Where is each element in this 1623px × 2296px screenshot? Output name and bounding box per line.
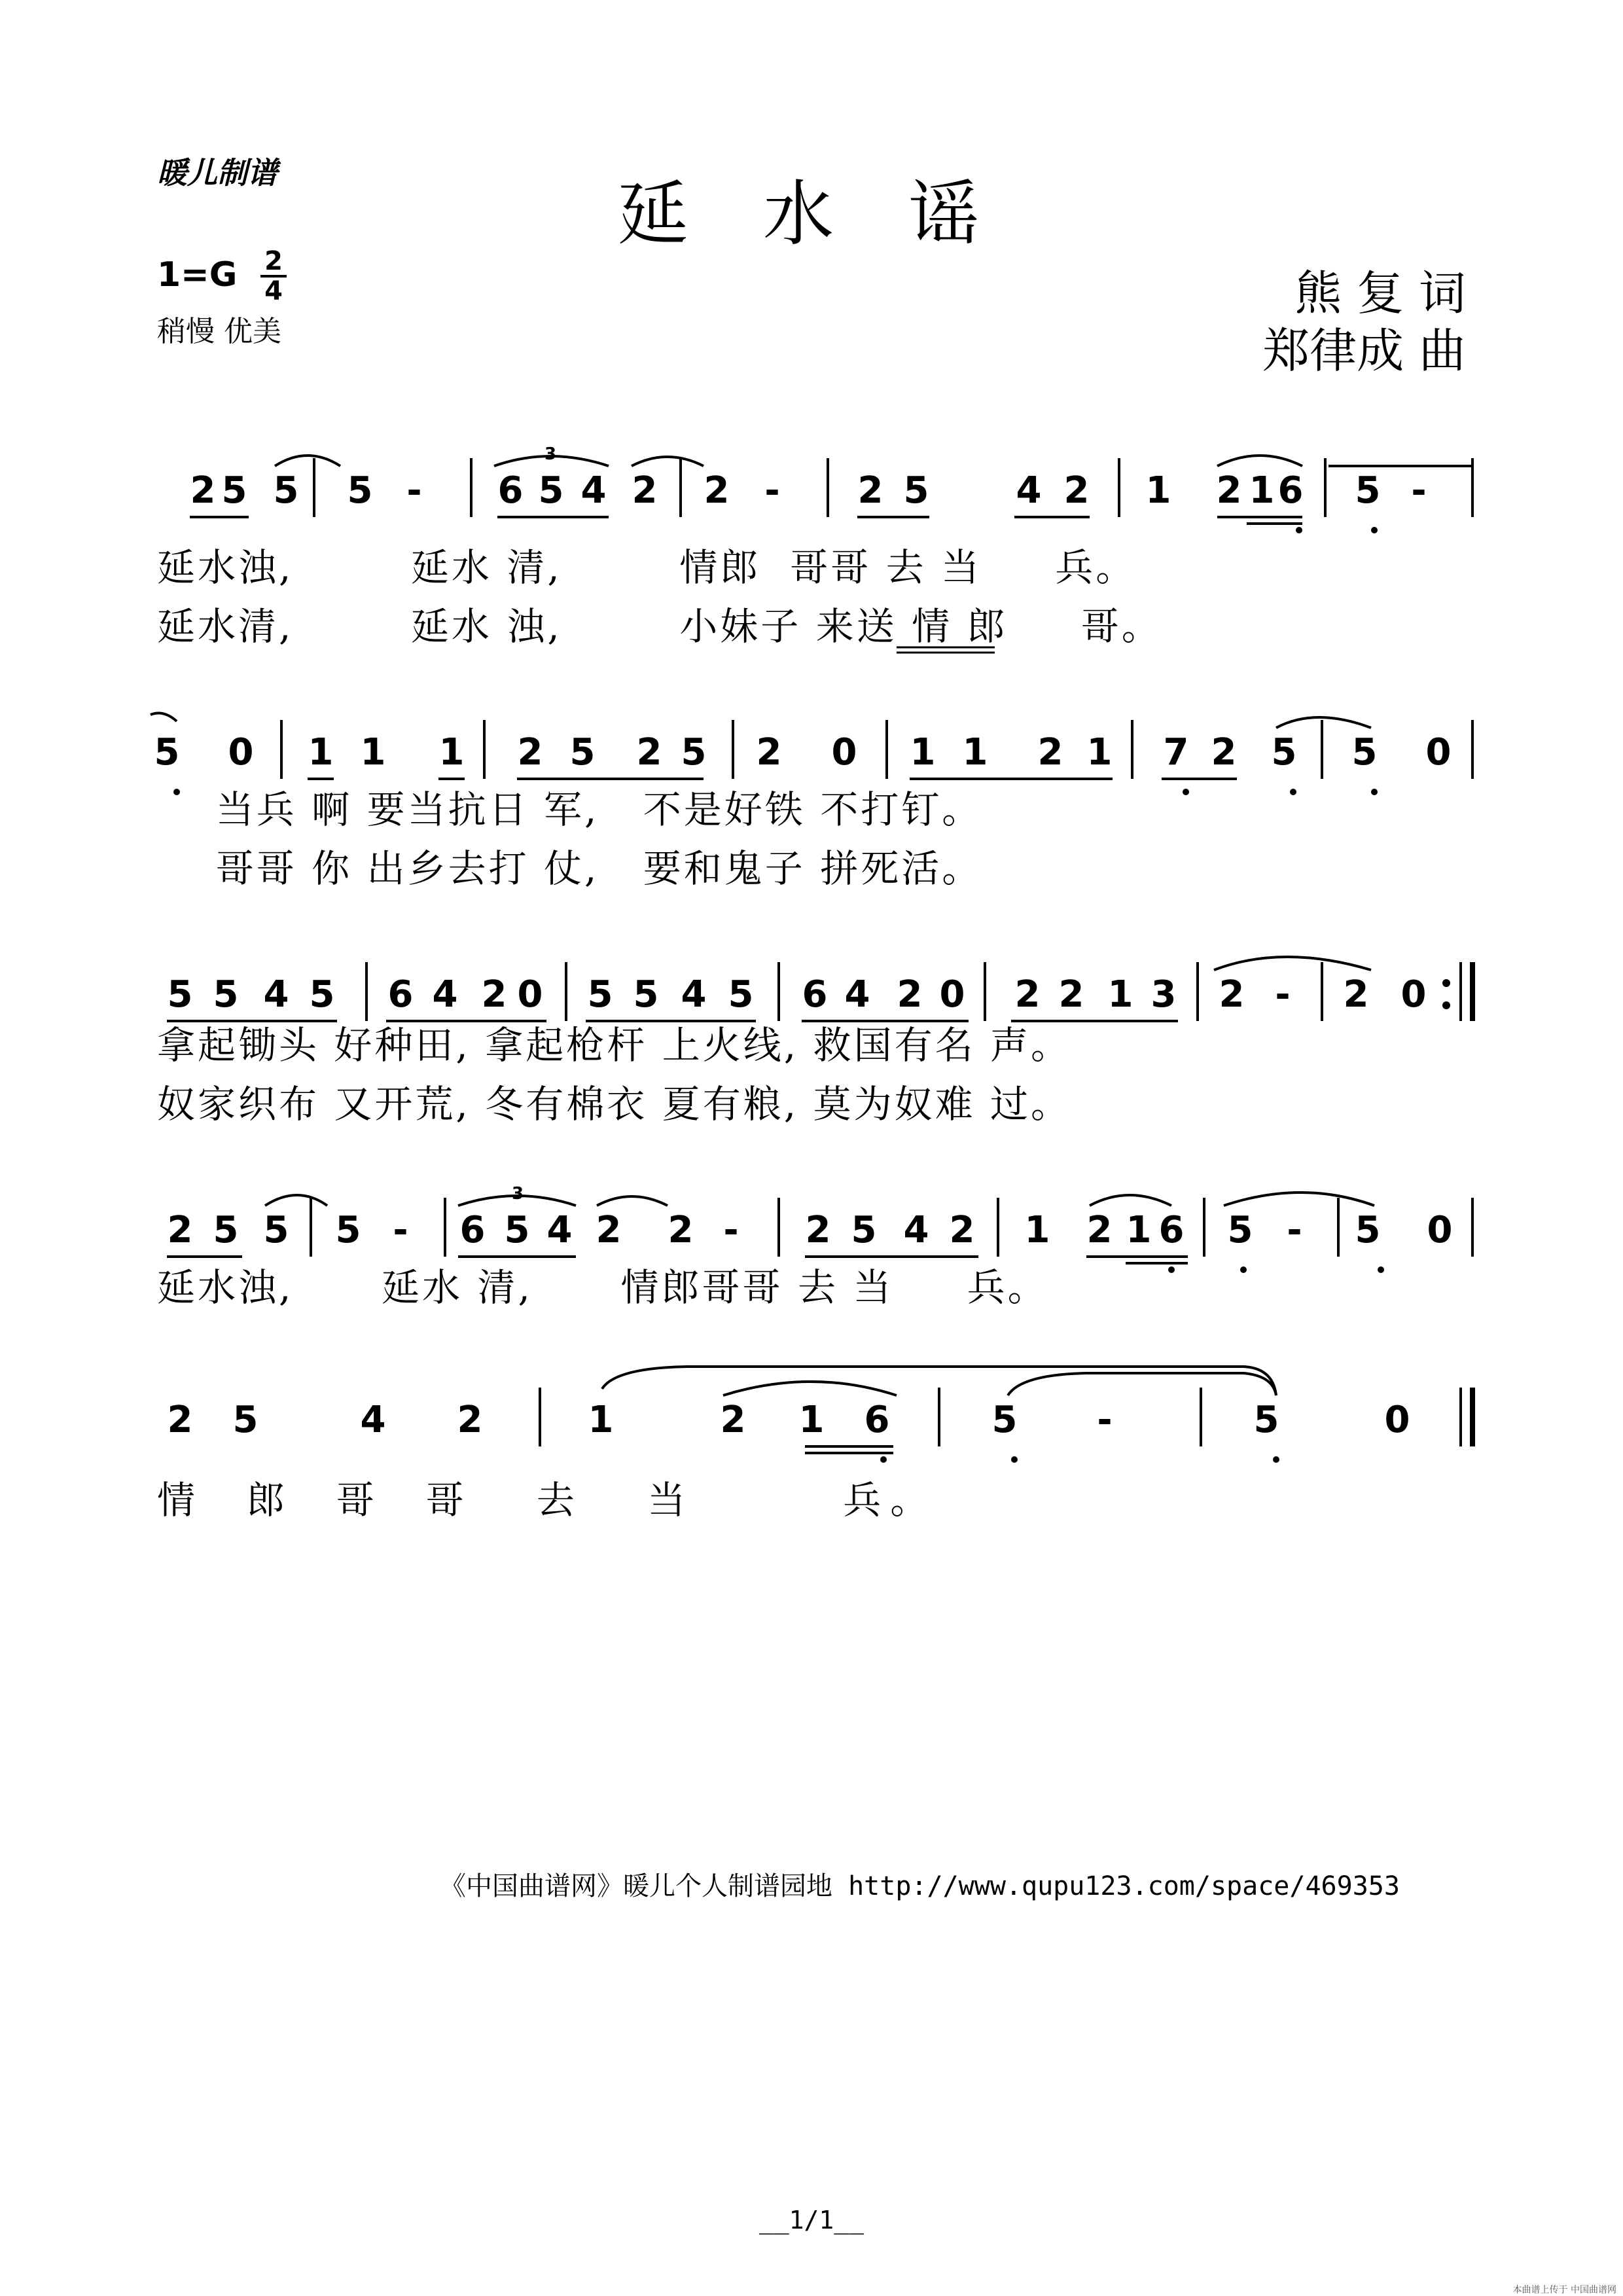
note-digit: 1 [1086, 731, 1113, 774]
note-digit: 5 [538, 469, 564, 512]
lyrics-system-5-verse-1: 情 郎 哥 哥 去 当 兵。 [157, 1478, 938, 1522]
lyrics-system-4-verse-1: 延水浊, 延水 清, 情郎哥哥 去 当 兵。 [157, 1265, 1048, 1310]
note-digit: - [1275, 973, 1291, 1016]
note-digit: 2 [1211, 731, 1237, 774]
note-digit: - [723, 1209, 739, 1251]
low-octave-dot [1168, 1266, 1175, 1273]
note-digit: 5 [1355, 469, 1381, 512]
note-digit: 4 [580, 469, 607, 512]
repeat-dot [1442, 1001, 1450, 1009]
slur-mark [1217, 456, 1302, 466]
note-digit: 5 [1227, 1209, 1253, 1251]
note-digit: 3 [1150, 973, 1177, 1016]
note-digit: - [1097, 1399, 1113, 1441]
note-digit: 5 [1271, 731, 1297, 774]
note-digit: 2 [517, 731, 543, 774]
note-digit: 5 [991, 1399, 1018, 1441]
note-digit: 5 [309, 973, 335, 1016]
note-digit: 2 [857, 469, 883, 512]
note-digit: 6 [1277, 469, 1304, 512]
note-digit: 0 [939, 973, 965, 1016]
low-octave-dot [1296, 527, 1302, 533]
note-digit: 6 [802, 973, 828, 1016]
notation-system-1 [0, 432, 1623, 537]
tie-mark [1276, 717, 1371, 728]
lyric-underline [897, 645, 995, 658]
note-digit: 0 [1384, 1399, 1410, 1441]
tempo-marking: 稍慢 优美 [157, 315, 281, 348]
lyrics-system-1-verse-1: 延水浊, 延水 清, 情郎 哥哥 去 当 兵。 [157, 545, 1137, 590]
note-digit: 5 [633, 973, 659, 1016]
note-digit: 2 [190, 469, 216, 512]
note-digit: 5 [1351, 731, 1378, 774]
tie-mark [1214, 957, 1371, 970]
note-digit: 5 [335, 1209, 361, 1251]
low-octave-dot [880, 1456, 887, 1463]
system-2-notes [154, 731, 1452, 774]
note-digit: 0 [228, 731, 254, 774]
note-digit: 5 [569, 731, 596, 774]
tie-mark [265, 1195, 327, 1206]
note-digit: 2 [457, 1399, 483, 1441]
low-octave-dot [1011, 1456, 1018, 1463]
note-digit: 2 [1014, 973, 1041, 1016]
note-digit: 2 [1063, 469, 1090, 512]
note-digit: 7 [1163, 731, 1189, 774]
note-digit: 2 [720, 1399, 746, 1441]
page-number: __1/1__ [758, 2206, 865, 2234]
note-digit: 2 [1037, 731, 1063, 774]
note-digit: 1 [1024, 1209, 1050, 1251]
note-digit: 2 [636, 731, 662, 774]
note-digit: 2 [632, 469, 658, 512]
note-digit: - [393, 1209, 408, 1251]
note-digit: 6 [864, 1399, 890, 1441]
note-digit: 1 [962, 731, 988, 774]
system-5-notes [168, 1399, 1410, 1441]
note-digit: 6 [387, 973, 414, 1016]
triplet-number: 3 [544, 444, 557, 464]
note-digit: - [1287, 1209, 1302, 1251]
note-digit: 0 [1427, 1209, 1453, 1251]
song-title: 延 水 谣 [617, 173, 1006, 255]
note-digit: 5 [903, 469, 929, 512]
note-digit: 5 [1253, 1399, 1279, 1441]
note-digit: 5 [232, 1399, 259, 1441]
footer-source-link[interactable]: 《中国曲谱网》暖儿个人制谱园地 http://www.qupu123.com/space/469353 [440, 1871, 1400, 1901]
note-digit: 2 [1343, 973, 1369, 1016]
note-digit: 5 [347, 469, 373, 512]
note-digit: 2 [805, 1209, 831, 1251]
tie-mark [151, 713, 177, 721]
time-signature [260, 246, 287, 306]
note-digit: 1 [798, 1399, 825, 1441]
note-digit: 5 [167, 973, 193, 1016]
note-digit: 1 [1145, 469, 1171, 512]
note-digit: 2 [704, 469, 730, 512]
tie-mark [1224, 1193, 1374, 1206]
time-signature-bottom: 4 [264, 276, 283, 306]
lyrics-system-1-verse-2: 延水清, 延水 浊, 小妹子 来送 情 郎 哥。 [157, 604, 1162, 649]
note-digit: 1 [588, 1399, 614, 1441]
low-octave-dot [1371, 527, 1378, 533]
lyricist-credit: 熊 复 词 [1294, 266, 1466, 321]
note-digit: 2 [167, 1399, 193, 1441]
tie-mark [275, 456, 340, 466]
note-digit: 5 [154, 731, 180, 774]
low-octave-dot [1273, 1456, 1279, 1463]
notation-system-5 [0, 1361, 1623, 1466]
note-digit: 5 [221, 469, 247, 512]
note-digit: 0 [831, 731, 857, 774]
note-digit: 4 [360, 1399, 386, 1441]
arranger-credit: 暖儿制谱 [157, 155, 277, 190]
note-digit: - [1411, 469, 1427, 512]
note-digit: 4 [432, 973, 458, 1016]
tie-mark [1008, 1373, 1276, 1395]
system-3-notes [168, 973, 1427, 1016]
note-digit: - [764, 469, 780, 512]
repeat-dot [1442, 979, 1450, 987]
note-digit: 1 [360, 731, 386, 774]
note-digit: 5 [851, 1209, 877, 1251]
note-digit: 2 [481, 973, 507, 1016]
note-digit: 5 [263, 1209, 289, 1251]
note-digit: 1 [1249, 469, 1275, 512]
low-octave-dot [1290, 789, 1296, 795]
low-octave-dot [1183, 789, 1189, 795]
note-digit: 6 [1158, 1209, 1185, 1251]
lyrics-system-3-verse-1: 拿起锄头 好种田, 拿起枪杆 上火线, 救国有名 声。 [157, 1023, 1072, 1067]
note-digit: 2 [1216, 469, 1242, 512]
note-digit: 5 [273, 469, 299, 512]
system-4-notes [168, 1209, 1453, 1251]
low-octave-dot [1378, 1266, 1384, 1273]
note-digit: 5 [1355, 1209, 1381, 1251]
note-digit: - [406, 469, 422, 512]
note-digit: 5 [728, 973, 754, 1016]
note-digit: 5 [213, 973, 239, 1016]
note-digit: 0 [517, 973, 543, 1016]
note-digit: 5 [587, 973, 613, 1016]
note-digit: 2 [949, 1209, 975, 1251]
composer-credit: 郑律成 曲 [1262, 323, 1466, 378]
note-digit: 1 [438, 731, 465, 774]
low-octave-dot [1371, 789, 1378, 795]
slur-mark [723, 1382, 897, 1395]
note-digit: 1 [1107, 973, 1133, 1016]
time-signature-top: 2 [264, 246, 283, 276]
note-digit: 2 [596, 1209, 622, 1251]
note-digit: 2 [1058, 973, 1084, 1016]
site-watermark: 本曲谱上传于 中国曲谱网 [1512, 2285, 1616, 2295]
system-1-notes [190, 469, 1427, 512]
note-digit: 2 [668, 1209, 694, 1251]
note-digit: 2 [167, 1209, 193, 1251]
note-digit: 2 [1086, 1209, 1113, 1251]
note-digit: 4 [1016, 469, 1042, 512]
note-digit: 1 [910, 731, 936, 774]
key-signature: 1=G [157, 255, 238, 295]
note-digit: 5 [504, 1209, 530, 1251]
low-octave-dot [1240, 1266, 1247, 1273]
note-digit: 2 [756, 731, 782, 774]
note-digit: 4 [546, 1209, 573, 1251]
note-digit: 1 [308, 731, 334, 774]
tie-mark [632, 457, 704, 466]
lyrics-system-2-verse-2: 哥哥 你 出乡去打 仗, 要和鬼子 拼死活。 [157, 846, 983, 891]
note-digit: 6 [497, 469, 524, 512]
tie-mark [597, 1196, 668, 1206]
note-digit: 5 [213, 1209, 239, 1251]
note-digit: 2 [1219, 973, 1245, 1016]
note-digit: 4 [263, 973, 289, 1016]
note-digit: 2 [897, 973, 923, 1016]
note-digit: 6 [459, 1209, 486, 1251]
note-digit: 1 [1126, 1209, 1152, 1251]
triplet-number: 3 [512, 1184, 524, 1204]
note-digit: 0 [1425, 731, 1452, 774]
lyrics-system-3-verse-2: 奴家织布 又开荒, 冬有棉衣 夏有粮, 莫为奴难 过。 [157, 1082, 1072, 1126]
note-digit: 4 [903, 1209, 929, 1251]
note-digit: 5 [681, 731, 707, 774]
note-digit: 4 [681, 973, 707, 1016]
note-digit: 0 [1400, 973, 1427, 1016]
lyrics-system-2-verse-1: 当兵 啊 要当抗日 军, 不是好铁 不打钉。 [157, 787, 983, 832]
slur-mark [1090, 1195, 1171, 1206]
note-digit: 4 [844, 973, 870, 1016]
